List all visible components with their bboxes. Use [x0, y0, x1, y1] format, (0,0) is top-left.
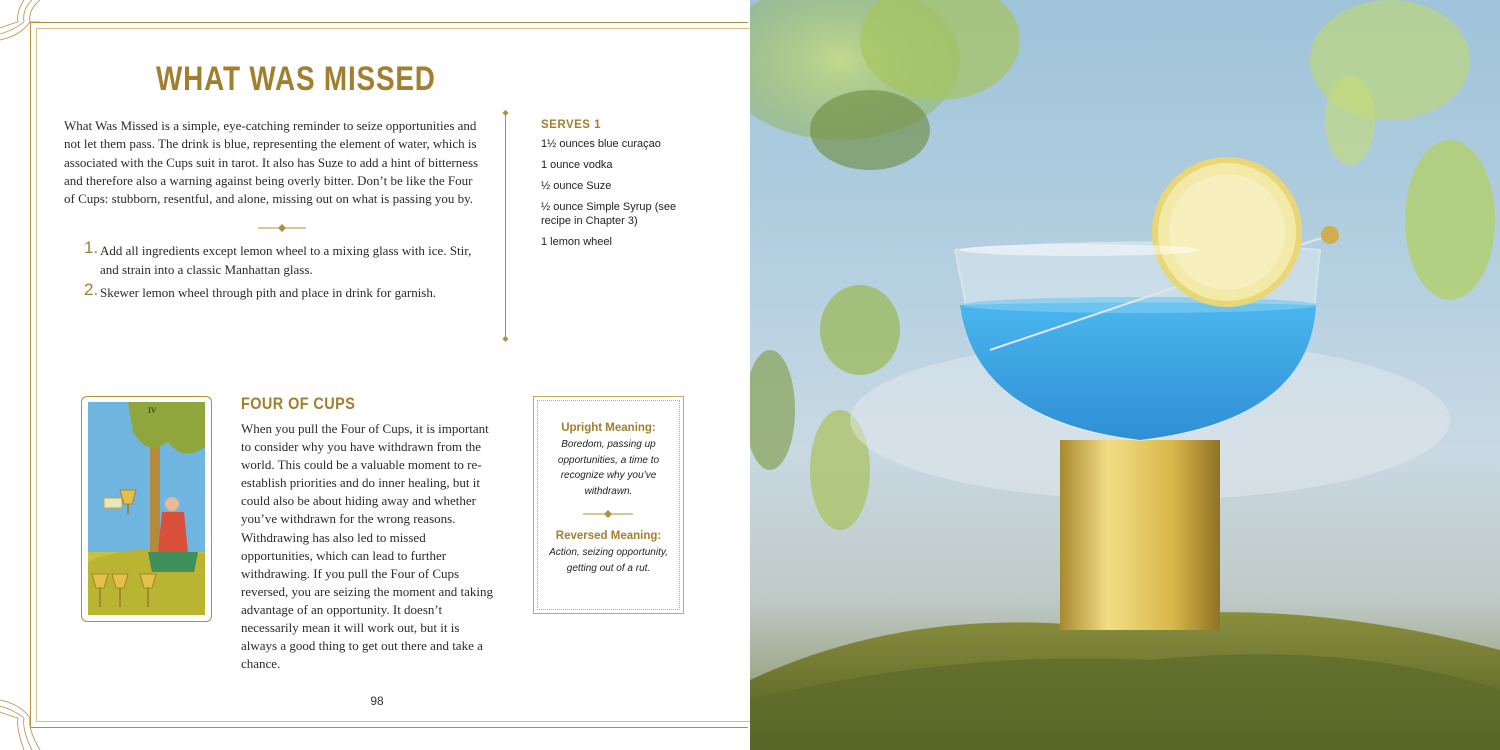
ingredient-item: 1 ounce vodka	[541, 159, 613, 171]
instructions-list	[84, 238, 484, 308]
ingredient-item: 1½ ounces blue curaçao	[541, 138, 661, 150]
upright-meaning-text: Boredom, passing up opportunities, a time to recognize why you’ve withdrawn.	[557, 439, 660, 497]
ingredients-divider-line	[505, 113, 506, 341]
divider-arrow-bottom: ◆	[502, 334, 509, 343]
serves-label: SERVES 1	[541, 119, 602, 131]
page-number: 98	[370, 694, 384, 708]
ingredient-item: ½ ounce Suze	[541, 180, 612, 192]
cocktail-photo	[750, 0, 1500, 750]
recipe-title: WHAT WAS MISSED	[156, 60, 436, 98]
corner-fan-ornament-bottom	[0, 695, 60, 750]
instruction-step	[84, 238, 484, 279]
step-number: 1.	[84, 238, 99, 257]
tarot-card-description: When you pull the Four of Cups, it is important to consider why you have withdrawn from the world. This could be a valuable moment to re-establish priorities and do inner healing, but it could also be about hiding away and whether you’ve withdrawn for the wrong reasons. Withdrawing has also led to missed opportunities, which can lead to further withdrawing. If you pull the Four of Cups reversed, you are seizing the moment and taking advantage of an opportunity. It doesn’t necessarily mean it will work out, but it is always a good thing to get out there and take a chance.	[241, 421, 493, 672]
right-page-photo	[750, 0, 1500, 750]
meaning-divider	[583, 509, 633, 519]
reversed-meaning-text: Action, seizing opportunity, getting out of a rut.	[549, 547, 668, 574]
ornamental-divider	[258, 223, 306, 233]
reversed-meaning-label: Reversed Meaning:	[555, 530, 662, 542]
upright-meaning-label: Upright Meaning:	[561, 422, 656, 434]
corner-fan-ornament-top	[0, 0, 60, 45]
tarot-card-heading: FOUR OF CUPS	[241, 394, 356, 413]
intro-paragraph: What Was Missed is a simple, eye-catching reminder to seize opportunities and not let them pass. The drink is blue, representing the element of water, which is associated with the Cups suit in tarot. It also has Suze to add a hint of bitterness and therefore also a warning against being overly bitter. Don’t be like the Four of Cups: stubborn, resentful, and alone, missing out on what is passing you by.	[64, 118, 479, 207]
ingredient-item: ½ ounce Simple Syrup (see recipe in Chapter 3)	[541, 201, 677, 227]
ingredient-item: 1 lemon wheel	[541, 236, 612, 248]
instruction-step	[84, 280, 484, 303]
divider-arrow-top: ◆	[502, 108, 509, 117]
card-numeral: IV	[148, 406, 157, 415]
four-of-cups-tarot-card-image	[88, 402, 205, 615]
step-number: 2.	[84, 280, 99, 299]
ingredients-list	[541, 137, 741, 256]
step-text: Add all ingredients except lemon wheel to a mixing glass with ice. Stir, and strain into a classic Manhattan glass.	[100, 243, 472, 277]
step-text: Skewer lemon wheel through pith and place in drink for garnish.	[100, 285, 437, 300]
